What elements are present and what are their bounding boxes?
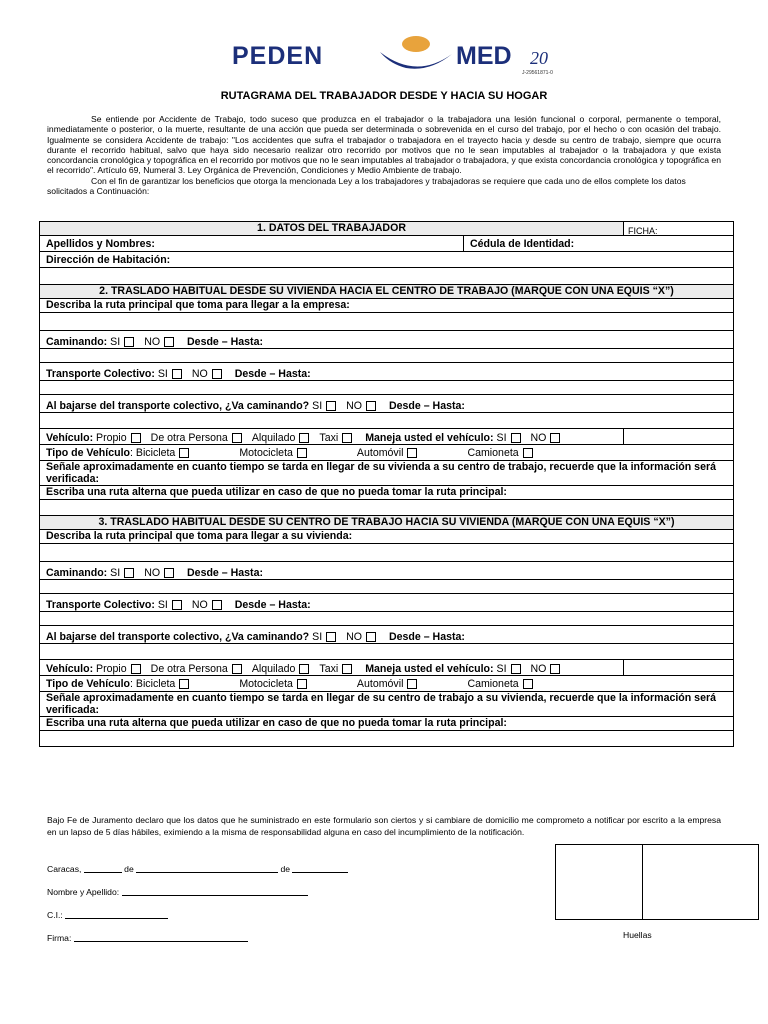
names-field[interactable] <box>40 236 464 252</box>
s3-taxi-checkbox[interactable] <box>342 664 352 674</box>
day-field[interactable] <box>84 863 122 873</box>
s3-taxi-label: Taxi <box>319 663 339 675</box>
s3-type-label: Tipo de Vehículo <box>46 678 130 690</box>
s3-bici-label: Bicicleta <box>135 678 176 690</box>
page-title: RUTAGRAMA DEL TRABAJADOR DESDE Y HACIA SU HOGAR <box>220 90 548 102</box>
s3-otra-checkbox[interactable] <box>232 664 242 674</box>
s3-getoff-label: Al bajarse del transporte colectivo, ¿Va caminando? <box>46 631 310 643</box>
s2-otra-label: De otra Persona <box>150 432 228 444</box>
fingerprint-label: Huellas <box>623 930 652 940</box>
s2-walking-desde-label: Desde – Hasta: <box>187 336 263 348</box>
s2-alt-line[interactable] <box>40 500 734 516</box>
s3-maneja-si-label: SI <box>496 663 507 675</box>
s2-walking-no-label: NO <box>144 336 161 348</box>
s3-transport-label: Transporte Colectivo: <box>46 599 155 611</box>
s3-route-label: Describa la ruta principal que toma para llegar a su vivienda: <box>46 530 353 542</box>
s3-vehicle-label: Vehículo: <box>46 663 94 675</box>
intro-paragraph-2: Con el fin de garantizar los beneficios que otorga la mencionada Ley a los trabajadores y trabajadoras se requiere que cada uno de ellos complete los datos solicitados a Continuación: <box>47 175 686 197</box>
de-label-1: de <box>124 864 134 874</box>
s2-getoff-no-label: NO <box>346 400 363 412</box>
ci-line <box>47 909 168 920</box>
s3-camioneta-checkbox[interactable] <box>523 679 533 689</box>
logo-orb-icon <box>402 36 430 52</box>
s2-walking-row <box>40 331 734 349</box>
s2-type-label: Tipo de Vehículo <box>46 447 130 459</box>
section-2-title: 2. TRASLADO HABITUAL DESDE SU VIVIENDA HACIA EL CENTRO DE TRABAJO (MARQUE CON UNA EQUIS “X”) <box>40 285 734 299</box>
s3-time-label: Señale aproximadamente en cuanto tiempo se tarda en llegar de su centro de trabajo a su vivienda, recuerde que la información será verificada: <box>46 692 716 716</box>
s3-alquilado-label: Alquilado <box>251 663 296 675</box>
year-field[interactable] <box>292 863 348 873</box>
logo-rif-text: J-29561871-0 <box>522 70 553 76</box>
logo-right-text: MED <box>456 42 512 70</box>
name-line <box>47 886 308 897</box>
company-logo <box>230 30 566 76</box>
s3-alt-field[interactable] <box>40 717 734 731</box>
s3-maneja-si-checkbox[interactable] <box>511 664 521 674</box>
s3-auto-label: Automóvil <box>356 678 404 690</box>
s3-bici-checkbox[interactable] <box>179 679 189 689</box>
s3-route-line-2[interactable] <box>40 580 734 594</box>
fingerprint-divider <box>642 845 643 919</box>
s3-time-field[interactable] <box>40 692 734 717</box>
signature-field[interactable] <box>74 932 248 942</box>
s2-route-line-3[interactable] <box>40 381 734 395</box>
intro-paragraph-1: Se entiende por Accidente de Trabajo, todo suceso que produzca en el trabajador o la trabajadora una lesión funcional o corporal, permanente o temporal, inmediatamente o posterior, o la muerte, resultante de una acción que pueda ser determinada o sobrevenida en el curso del trabajo, por el hecho o con ocasión del trabajo. Igualmente se considera Accidente de trabajo: "Los accidentes que sufra el trabajador o trabajadora en el trayecto hacia y desde su centro de trabajo, siempre que ocurra durante el recorrido habitual, salvo que haya sido necesario realizar otro recorrido por motivos que no le sean imputables al trabajador o la trabajadora y que exista concordancia cronológica y topográfica en el recorrido por motivos que no le sean imputables al trabajador o trabajadora, y que exista concordancia cronológica y topográfica en el recorrido". Artículo 69, Numeral 3. Ley Orgánica de Prevención, Condiciones y Medio Ambiente de trabajo. <box>47 114 721 176</box>
firma-label: Firma: <box>47 933 72 943</box>
s2-transport-si-checkbox[interactable] <box>172 369 182 379</box>
city-date-line <box>47 863 348 874</box>
s2-camioneta-label: Camioneta <box>467 447 519 459</box>
month-field[interactable] <box>136 863 278 873</box>
s3-alt-line[interactable] <box>40 731 734 747</box>
ci-label: C.I.: <box>47 910 63 920</box>
s3-alt-label: Escriba una ruta alterna que pueda utilizar en caso de que no pueda tomar la ruta principal: <box>46 717 507 729</box>
s3-transport-si-label: SI <box>157 599 168 611</box>
s2-maneja-si-label: SI <box>496 432 507 444</box>
s2-route-line-4[interactable] <box>40 413 734 429</box>
cedula-field[interactable] <box>464 236 734 252</box>
s3-vehicle-row <box>40 660 624 676</box>
s2-camioneta-checkbox[interactable] <box>523 448 533 458</box>
s3-type-row: Tipo de Vehículo: Bicicleta Motocicleta Automóvil Camioneta <box>40 676 734 692</box>
s2-moto-label: Motocicleta <box>239 447 293 459</box>
s3-propio-checkbox[interactable] <box>131 664 141 674</box>
s2-transport-no-label: NO <box>191 368 208 380</box>
s2-getoff-no-checkbox[interactable] <box>366 401 376 411</box>
s3-auto-checkbox[interactable] <box>407 679 417 689</box>
s3-route-field[interactable] <box>40 530 734 544</box>
cedula-label: Cédula de Identidad: <box>470 238 575 250</box>
s3-otra-label: De otra Persona <box>150 663 228 675</box>
s3-getoff-si-checkbox[interactable] <box>326 632 336 642</box>
s3-getoff-desde-label: Desde – Hasta: <box>388 631 465 643</box>
s2-maneja-no-label: NO <box>530 432 547 444</box>
s2-bici-checkbox[interactable] <box>179 448 189 458</box>
s2-propio-label: Propio <box>96 432 127 444</box>
s2-alt-field[interactable] <box>40 486 734 500</box>
s2-alt-label: Escriba una ruta alterna que pueda utilizar en caso de que no pueda tomar la ruta principal: <box>46 486 507 498</box>
s2-getoff-label: Al bajarse del transporte colectivo, ¿Va caminando? <box>46 400 310 412</box>
name-label: Nombre y Apellido: <box>47 887 120 897</box>
s2-auto-checkbox[interactable] <box>407 448 417 458</box>
section-1-title: 1. DATOS DEL TRABAJADOR <box>40 222 624 236</box>
de-label-2: de <box>280 864 291 874</box>
s2-alquilado-label: Alquilado <box>251 432 296 444</box>
s2-getoff-si-label: SI <box>312 400 323 412</box>
s2-route-field[interactable] <box>40 299 734 313</box>
s2-walking-label: Caminando: <box>46 336 108 348</box>
s2-getoff-row <box>40 395 734 413</box>
s3-walking-no-label: NO <box>144 567 161 579</box>
s2-transport-label: Transporte Colectivo: <box>46 368 155 380</box>
s2-transport-row <box>40 363 734 381</box>
s3-getoff-no-checkbox[interactable] <box>366 632 376 642</box>
ci-field[interactable] <box>65 909 168 919</box>
s3-vehicle-row-end <box>624 660 734 676</box>
s2-route-line-2[interactable] <box>40 349 734 363</box>
s2-bici-label: Bicicleta <box>135 447 176 459</box>
s2-propio-checkbox[interactable] <box>131 433 141 443</box>
s3-walking-row <box>40 562 734 580</box>
fingerprint-box[interactable] <box>555 844 759 920</box>
s2-walking-si-label: SI <box>110 336 121 348</box>
s3-getoff-si-label: SI <box>312 631 323 643</box>
s2-maneja-no-checkbox[interactable] <box>550 433 560 443</box>
declaration-text: Bajo Fe de Juramento declaro que los datos que he suministrado en este formulario son ciertos y si cambiare de domicilio me comprometo a notificar por escrito a la empresa en un lapso de 5 días hábiles, eximiendo a la misma de responsabilidad alguna en caso del incumplimiento de la notificación. <box>47 815 721 837</box>
s3-walking-label: Caminando: <box>46 567 108 579</box>
s3-route-line-3[interactable] <box>40 612 734 626</box>
signature-line <box>47 932 248 943</box>
s2-vehicle-row-end <box>624 429 734 445</box>
s3-camioneta-label: Camioneta <box>467 678 519 690</box>
s2-transport-no-checkbox[interactable] <box>212 369 222 379</box>
s2-walking-si-checkbox[interactable] <box>124 337 134 347</box>
s2-auto-label: Automóvil <box>356 447 404 459</box>
s2-transport-si-label: SI <box>157 368 168 380</box>
s2-taxi-label: Taxi <box>319 432 339 444</box>
s2-route-line-1[interactable] <box>40 313 734 331</box>
intro-text <box>47 114 721 196</box>
s3-route-line-1[interactable] <box>40 544 734 562</box>
logo-left-text: PEDEN <box>232 42 324 70</box>
names-label: Apellidos y Nombres: <box>46 238 155 250</box>
s3-maneja-no-checkbox[interactable] <box>550 664 560 674</box>
s2-time-field[interactable] <box>40 461 734 486</box>
s2-getoff-desde-label: Desde – Hasta: <box>388 400 465 412</box>
s3-maneja-no-label: NO <box>530 663 547 675</box>
s2-otra-checkbox[interactable] <box>232 433 242 443</box>
address-field[interactable] <box>40 252 734 268</box>
s2-alquilado-checkbox[interactable] <box>299 433 309 443</box>
s2-vehicle-row <box>40 429 624 445</box>
s3-propio-label: Propio <box>96 663 127 675</box>
s3-transport-si-checkbox[interactable] <box>172 600 182 610</box>
s3-walking-desde-label: Desde – Hasta: <box>187 567 263 579</box>
city-label: Caracas, <box>47 864 82 874</box>
address-line-2[interactable] <box>40 268 734 285</box>
s3-moto-checkbox[interactable] <box>297 679 307 689</box>
s2-vehicle-label: Vehículo: <box>46 432 94 444</box>
ficha-cell[interactable] <box>624 222 734 236</box>
s3-walking-si-label: SI <box>110 567 121 579</box>
s3-alquilado-checkbox[interactable] <box>299 664 309 674</box>
s2-transport-desde-label: Desde – Hasta: <box>234 368 311 380</box>
worker-form-table <box>39 221 734 747</box>
s2-taxi-checkbox[interactable] <box>342 433 352 443</box>
s2-time-label: Señale aproximadamente en cuanto tiempo se tarda en llegar de su vivienda a su centro de trabajo, recuerde que la información será verificada: <box>46 461 716 485</box>
s3-getoff-no-label: NO <box>346 631 363 643</box>
s3-transport-desde-label: Desde – Hasta: <box>234 599 311 611</box>
section-3-title: 3. TRASLADO HABITUAL DESDE SU CENTRO DE TRABAJO HACIA SU VIVIENDA (MARQUE CON UNA EQUIS “X”) <box>40 516 734 530</box>
s2-type-row: Tipo de Vehículo: Bicicleta Motocicleta Automóvil Camioneta <box>40 445 734 461</box>
name-field[interactable] <box>122 886 308 896</box>
s3-walking-si-checkbox[interactable] <box>124 568 134 578</box>
s3-route-line-4[interactable] <box>40 644 734 660</box>
ficha-label: FICHA: <box>628 226 658 236</box>
s3-transport-no-label: NO <box>191 599 208 611</box>
s3-transport-no-checkbox[interactable] <box>212 600 222 610</box>
s2-route-label: Describa la ruta principal que toma para llegar a la empresa: <box>46 299 350 311</box>
logo-suffix-text: 20 <box>530 48 548 68</box>
s3-getoff-row <box>40 626 734 644</box>
s3-transport-row <box>40 594 734 612</box>
s2-maneja-si-checkbox[interactable] <box>511 433 521 443</box>
s2-moto-checkbox[interactable] <box>297 448 307 458</box>
s3-moto-label: Motocicleta <box>239 678 293 690</box>
s2-walking-no-checkbox[interactable] <box>164 337 174 347</box>
s2-getoff-si-checkbox[interactable] <box>326 401 336 411</box>
s2-maneja-label: Maneja usted el vehículo: <box>365 432 494 444</box>
s3-walking-no-checkbox[interactable] <box>164 568 174 578</box>
address-label: Dirección de Habitación: <box>46 254 171 266</box>
s3-maneja-label: Maneja usted el vehículo: <box>365 663 494 675</box>
